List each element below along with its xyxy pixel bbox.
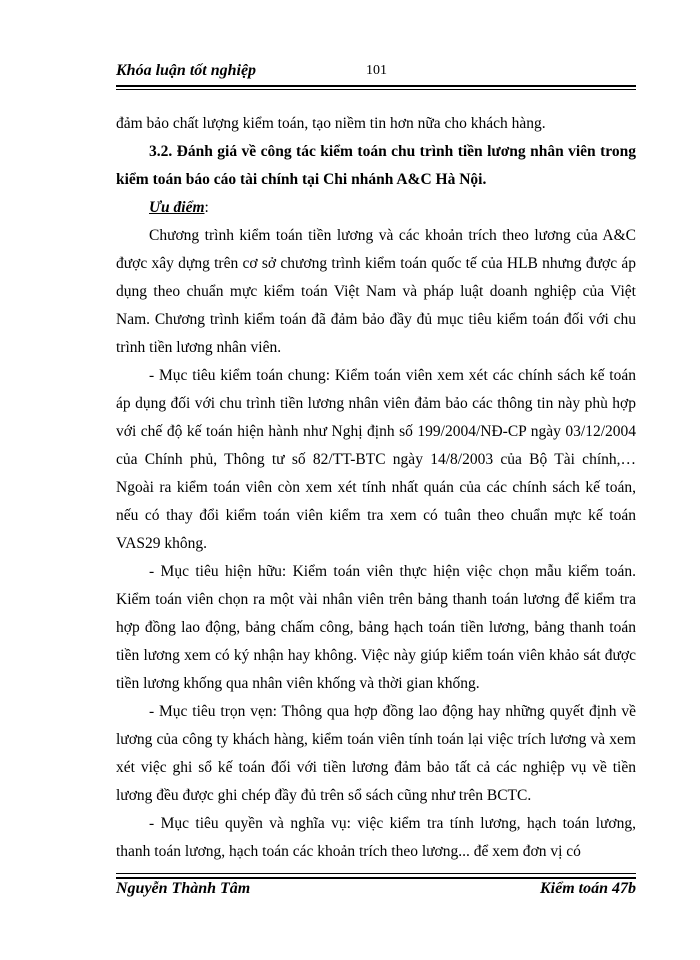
footer-author: Nguyễn Thành Tâm — [116, 880, 251, 897]
subheading-advantages: Ưu điểm — [149, 199, 205, 216]
page-number: 101 — [366, 63, 387, 78]
subheading-line — [116, 194, 636, 222]
paragraph-rights-objective: - Mục tiêu quyền và nghĩa vụ: việc kiểm tra tính lương, hạch toán lương, thanh toán lương, hạch toán các khoản trích theo lương... để xem đơn vị có — [116, 815, 636, 860]
footer-class: Kiểm toán 47b — [539, 880, 636, 897]
paragraph-continuation: đảm bảo chất lượng kiểm toán, tạo niềm tin hơn nữa cho khách hàng. — [116, 115, 546, 132]
page-body — [116, 110, 636, 866]
paragraph-completeness-objective: - Mục tiêu trọn vẹn: Thông qua hợp đồng lao động hay những quyết định về lương của công ty khách hàng, kiểm toán viên tính toán lại việc trích lương và xem xét việc ghi sổ kế toán đối với tiền lương đảm bảo tất cả các nghiệp vụ về tiền lương đều được ghi chép đầy đủ trên sổ sách cũng như trên BCTC. — [116, 703, 636, 804]
page-header — [116, 62, 636, 86]
paragraph-existence-objective: - Mục tiêu hiện hữu: Kiểm toán viên thực hiện việc chọn mẫu kiểm toán. Kiểm toán viên chọn ra một vài nhân viên trên bảng thanh toán lương để kiểm tra hợp đồng lao động, bảng chấm công, bảng hạch toán tiền lương, bảng thanh toán tiền lương xem có ký nhận hay không. Việc này giúp kiểm toán viên khảo sát được tiền lương khống qua nhân viên khống và thời gian khống. — [116, 563, 636, 692]
paragraph-audit-program: Chương trình kiểm toán tiền lương và các khoản trích theo lương của A&C được xây dựng trên cơ sở chương trình kiểm toán quốc tế của HLB nhưng được áp dụng theo chuẩn mực kiểm toán Việt Nam và pháp luật doanh nghiệp của Việt Nam. Chương trình kiểm toán đã đảm bảo đầy đủ mục tiêu kiểm toán đối với chu trình tiền lương nhân viên. — [116, 227, 636, 356]
header-rule-thick — [116, 85, 636, 87]
subheading-colon: : — [204, 199, 209, 216]
header-title: Khóa luận tốt nghiệp — [116, 62, 257, 79]
header-rule-thin — [116, 89, 636, 90]
paragraph-general-objective: - Mục tiêu kiểm toán chung: Kiểm toán viên xem xét các chính sách kế toán áp dụng đối với chu trình tiền lương nhân viên đảm bảo các thông tin này phù hợp với chế độ kế toán hiện hành như Nghị định số 199/2004/NĐ-CP ngày 03/12/2004 của Chính phủ, Thông tư số 82/TT-BTC ngày 14/8/2003 của Bộ Tài chính,… Ngoài ra kiểm toán viên còn xem xét tính nhất quán của các chính sách kế toán, nếu có thay đổi kiểm toán viên kiểm tra xem có tuân theo chuẩn mực kế toán VAS29 không. — [116, 367, 636, 552]
footer-rule-thick — [116, 877, 636, 879]
section-heading: 3.2. Đánh giá về công tác kiểm toán chu trình tiền lương nhân viên trong kiểm toán báo cáo tài chính tại Chi nhánh A&C Hà Nội. — [116, 143, 636, 188]
footer-rule-thin — [116, 873, 636, 874]
